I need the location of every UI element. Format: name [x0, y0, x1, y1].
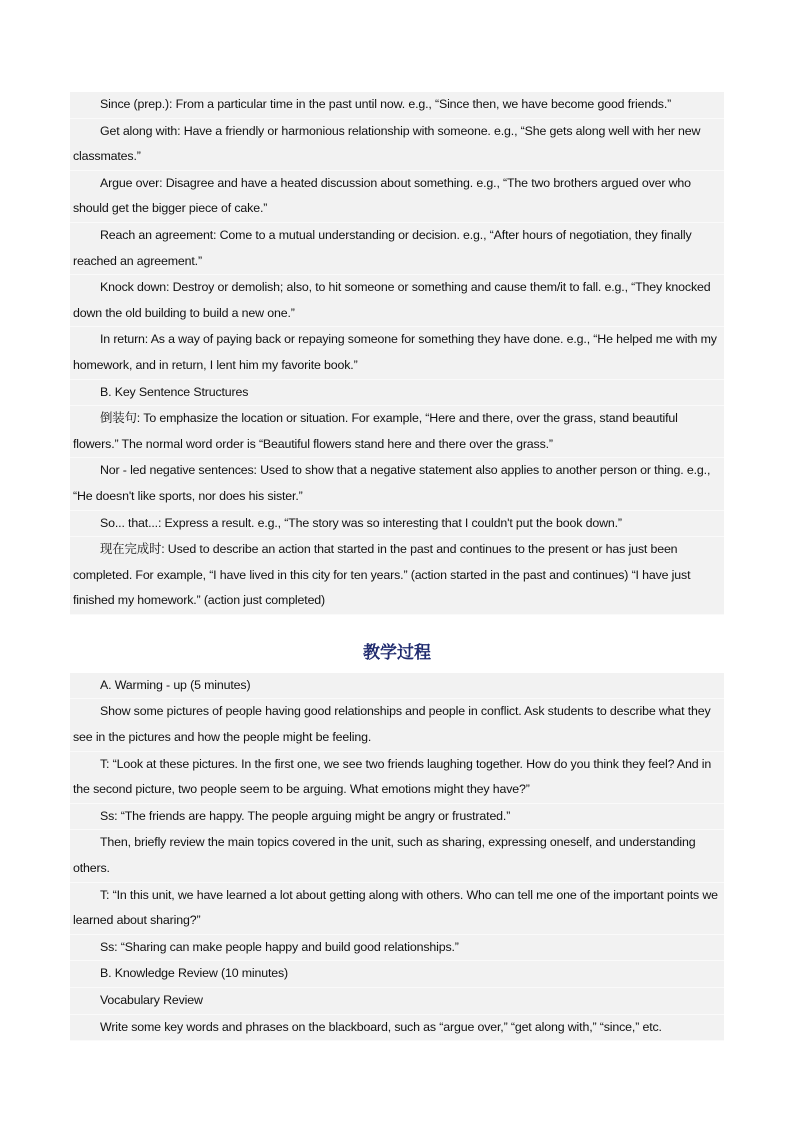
paragraph-since: Since (prep.): From a particular time in the past until now. e.g., “Since then, we have become good friends.” [70, 92, 724, 119]
paragraph-present-perfect: 现在完成时: Used to describe an action that started in the past and continues to the present or has just been completed. For example, “I have lived in this city for ten years.” (action started in the past and continues) “I have just finished my homework.” (action just completed) [70, 537, 724, 615]
paragraph-in-return: In return: As a way of paying back or repaying someone for something they have done. e.g., “He helped me with my homework, and in return, I lent him my favorite book.” [70, 327, 724, 379]
paragraph-students-happy: Ss: “The friends are happy. The people arguing might be angry or frustrated.” [70, 804, 724, 831]
paragraph-review-topics: Then, briefly review the main topics covered in the unit, such as sharing, expressing oneself, and understanding others. [70, 830, 724, 882]
paragraph-argue-over: Argue over: Disagree and have a heated discussion about something. e.g., “The two brothers argued over who should get the bigger piece of cake.” [70, 171, 724, 223]
document-page [70, 92, 724, 1041]
paragraph-students-sharing: Ss: “Sharing can make people happy and build good relationships.” [70, 935, 724, 962]
paragraph-teacher-unit: T: “In this unit, we have learned a lot about getting along with others. Who can tell me one of the important points we learned about sharing?” [70, 883, 724, 935]
subheading-knowledge-review: B. Knowledge Review (10 minutes) [70, 961, 724, 988]
subheading-warming-up: A. Warming - up (5 minutes) [70, 673, 724, 700]
paragraph-reach-an-agreement: Reach an agreement: Come to a mutual understanding or decision. e.g., “After hours of negotiation, they finally reached an agreement.” [70, 223, 724, 275]
section-heading: 教学过程 [363, 642, 431, 663]
paragraph-teacher-look: T: “Look at these pictures. In the first one, we see two friends laughing together. How do you think they feel? And in the second picture, two people seem to be arguing. What emotions might they have?” [70, 752, 724, 804]
subheading-key-sentence-structures: B. Key Sentence Structures [70, 380, 724, 407]
teaching-process-section [70, 673, 724, 1041]
paragraph-so-that: So... that...: Express a result. e.g., “The story was so interesting that I couldn't put the book down.” [70, 511, 724, 538]
subheading-vocabulary-review: Vocabulary Review [70, 988, 724, 1015]
paragraph-get-along-with: Get along with: Have a friendly or harmonious relationship with someone. e.g., “She gets along well with her new classmates.” [70, 119, 724, 171]
paragraph-blackboard: Write some key words and phrases on the blackboard, such as “argue over,” “get along with,” “since,” etc. [70, 1015, 724, 1042]
paragraph-show-pictures: Show some pictures of people having good relationships and people in conflict. Ask students to describe what they see in the pictures and how the people might be feeling. [70, 699, 724, 751]
paragraph-knock-down: Knock down: Destroy or demolish; also, to hit someone or something and cause them/it to fall. e.g., “They knocked down the old building to build a new one.” [70, 275, 724, 327]
vocabulary-and-structures-section [70, 92, 724, 615]
paragraph-inversion: 倒装句: To emphasize the location or situation. For example, “Here and there, over the grass, stand beautiful flowers.” The normal word order is “Beautiful flowers stand here and there over the grass.” [70, 406, 724, 458]
paragraph-nor-led-negative: Nor - led negative sentences: Used to show that a negative statement also applies to another person or thing. e.g., “He doesn't like sports, nor does his sister.” [70, 458, 724, 510]
